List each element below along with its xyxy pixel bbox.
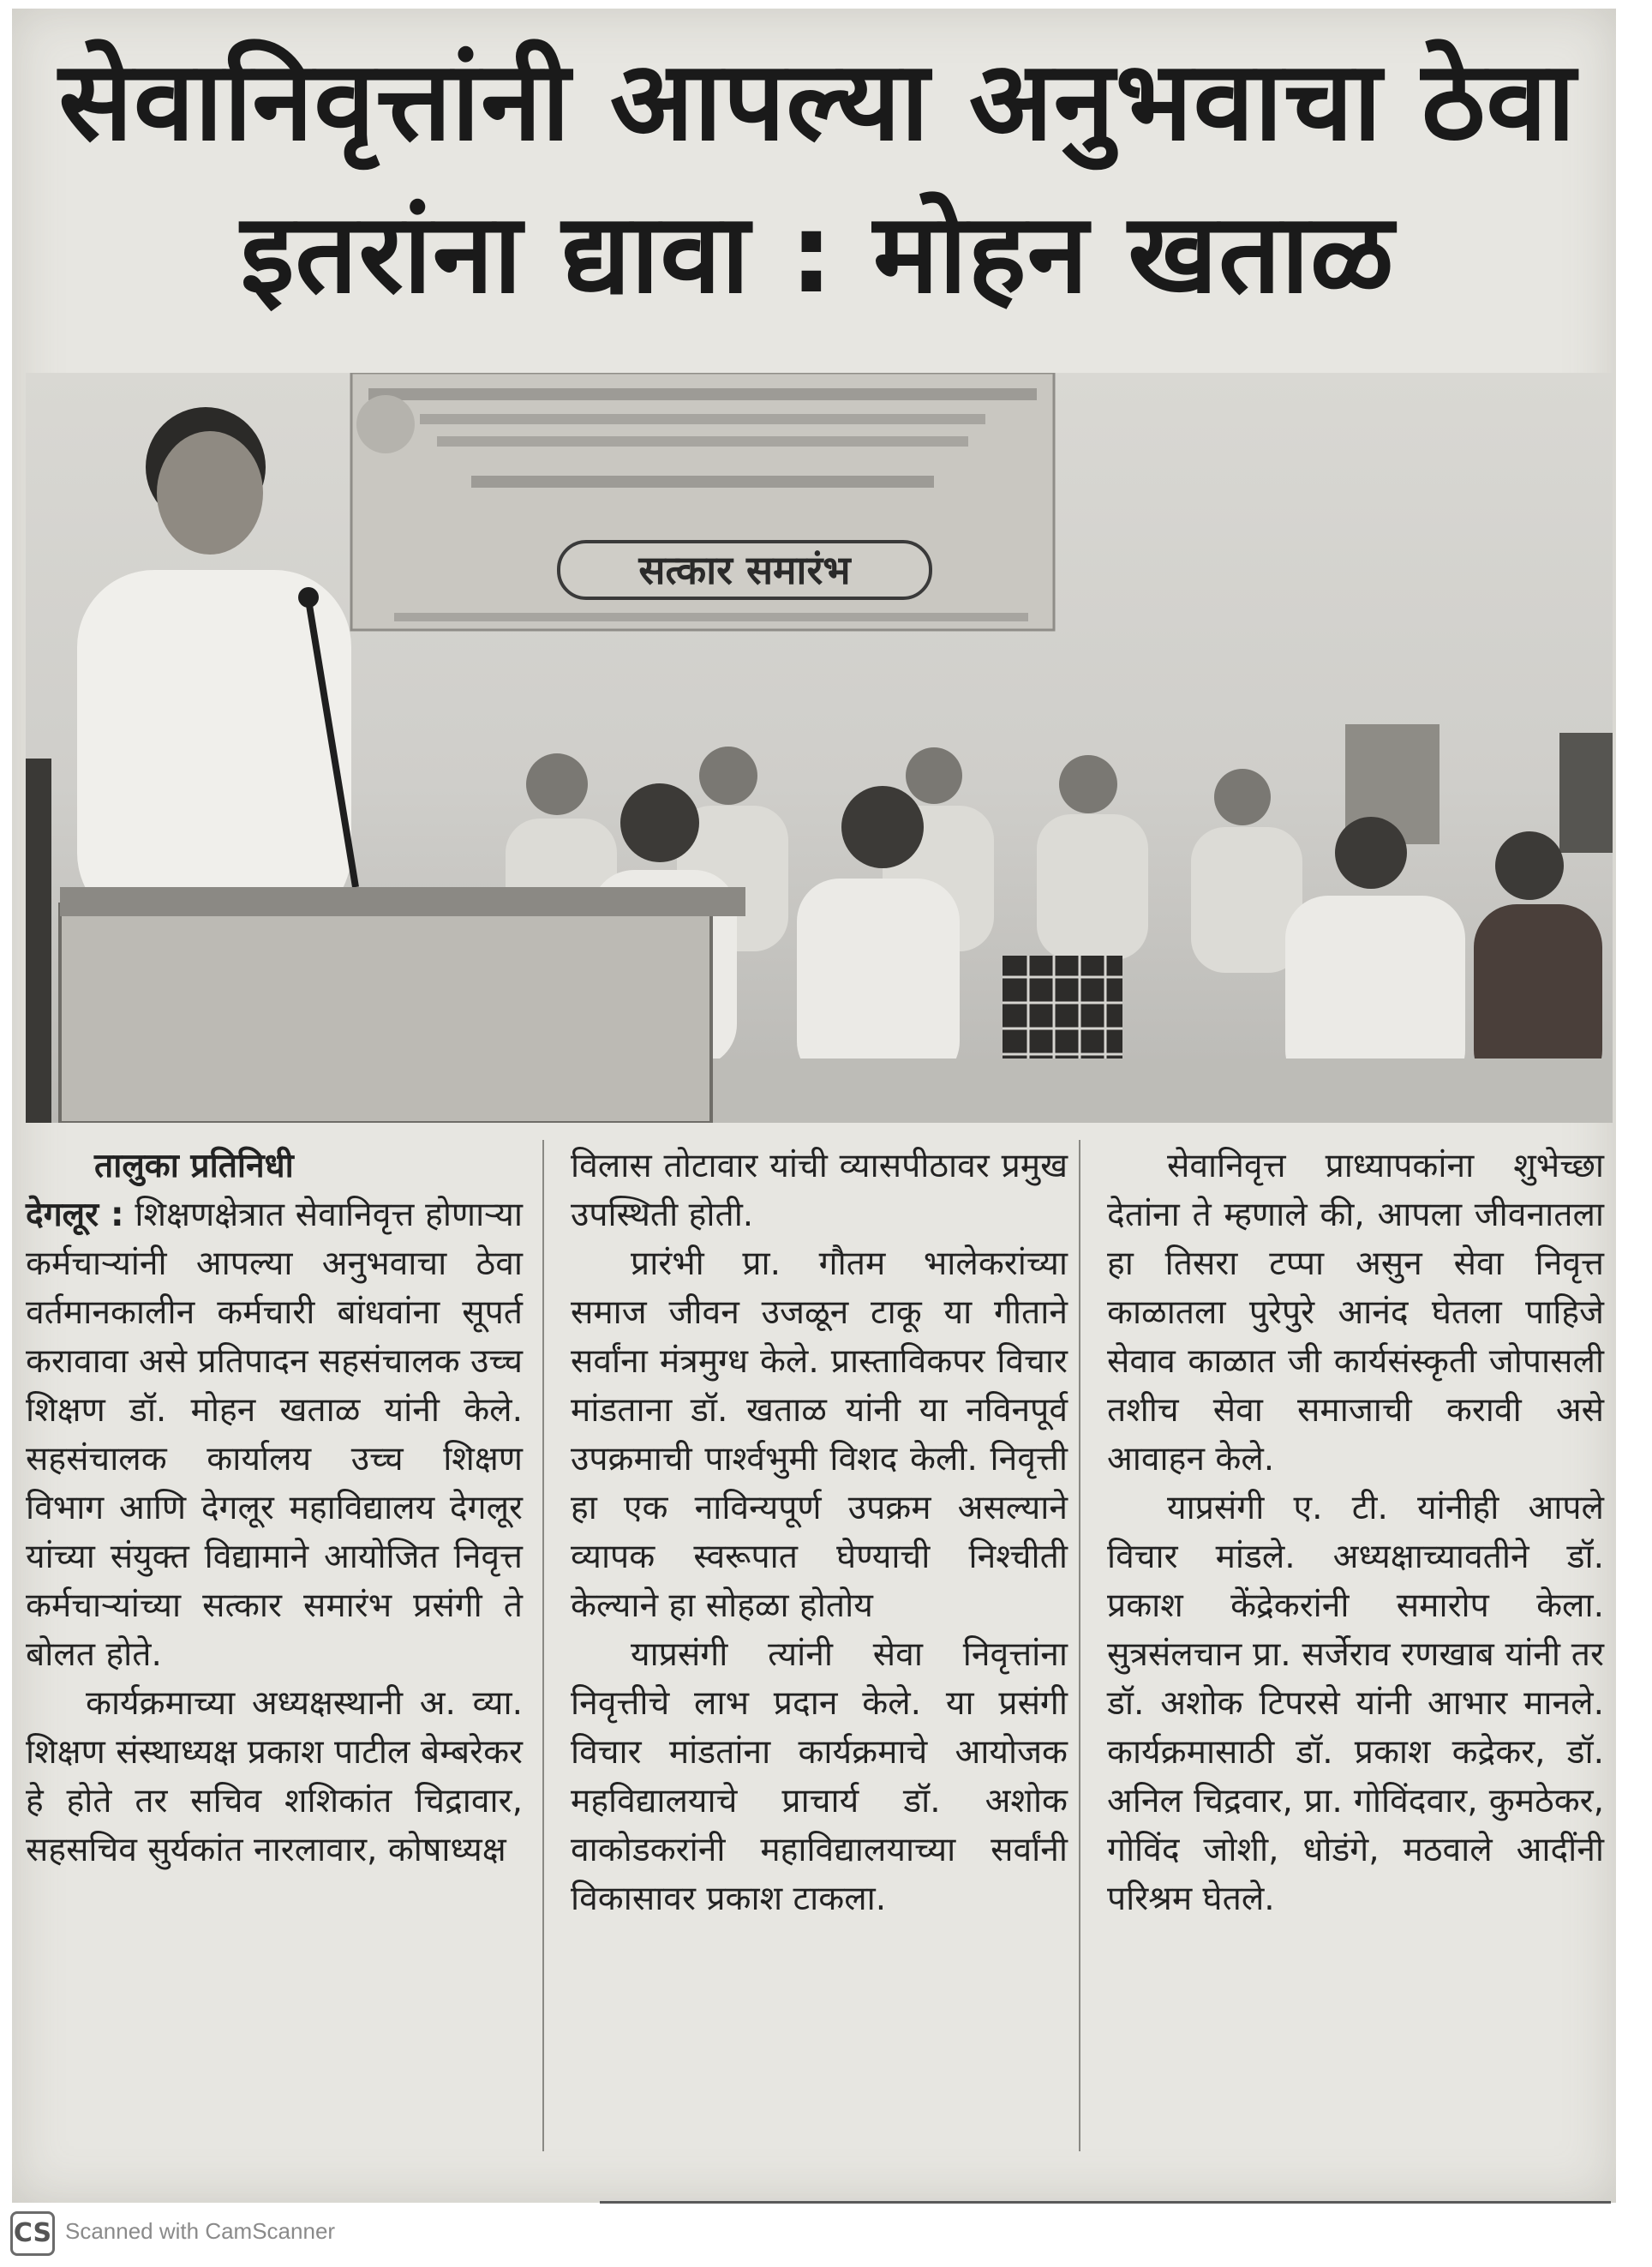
newspaper-clipping	[12, 9, 1616, 2203]
article-paragraph: कार्यक्रमाच्या अध्यक्षस्थानी अ. व्या. शिक्षण संस्थाध्यक्ष प्रकाश पाटील बेम्बरेकर हे होते तर सचिव शशिकांत चिद्रावार, सहसचिव सुर्यकांत नारलावार, कोषाध्यक्ष	[26, 1684, 523, 1869]
scanner-watermark-text: Scanned with CamScanner	[65, 2218, 336, 2244]
article-paragraph: याप्रसंगी ए. टी. यांनीही आपले विचार मांडले. अध्यक्षाच्यावतीने डॉ. प्रकाश केंद्रेकरांनी समारोप केला. सुत्रसंलचान प्रा. सर्जेराव रणखाब यांनी तर डॉ. अशोक टिपरसे यांनी आभार मानले. कार्यक्रमासाठी डॉ. प्रकाश कद्रेकर, डॉ. अनिल चिद्रवार, प्रा. गोविंदवार, कुमठेकर, गोविंद जोशी, धोडंगे, मठवाले आदींनी परिश्रम घेतले.	[1107, 1489, 1604, 1918]
camscanner-logo-icon: CS	[10, 2211, 55, 2256]
article-column-3	[1107, 1142, 1604, 1923]
paragraph-text: शिक्षणक्षेत्रात सेवानिवृत्त होणाऱ्या कर्मचाऱ्यांनी आपल्या अनुभवाचा ठेवा वर्तमानकालीन कर्मचारी बांधवांना सूपर्त करावावा असे प्रतिपादन सहसंचालक उच्च शिक्षण डॉ. मोहन खताळ यांनी केले. सहसंचालक कार्यालय उच्च शिक्षण विभाग आणि देगलूर महाविद्यालय देगलूर यांच्या संयुक्त विद्यामाने आयोजित निवृत्त कर्मचाऱ्यांच्या सत्कार समारंभ प्रसंगी ते बोलत होते.	[26, 1196, 524, 1674]
event-photo-illustration	[26, 373, 1613, 1123]
bottom-rule	[600, 2201, 1611, 2204]
column-divider	[542, 1140, 544, 2151]
byline: तालुका प्रतिनिधी	[94, 1147, 294, 1185]
article-paragraph: प्रारंभी प्रा. गौतम भालेकरांच्या समाज जीवन उजळून टाकू या गीताने सर्वांना मंत्रमुग्ध केले. प्रास्ताविकपर विचार मांडताना डॉ. खताळ यांनी या नविनपूर्व उपक्रमाची पार्श्वभुमी विशद केली. निवृत्ती हा एक नाविन्यपूर्ण उपक्रम असल्याने व्यापक स्वरूपात घेण्याची निश्चीती केल्याने हा सोहळा होतोय	[571, 1244, 1068, 1625]
article-column-2	[571, 1142, 1068, 1923]
article-paragraph: विलास तोटावार यांची व्यासपीठावर प्रमुख उपस्थिती होती.	[571, 1147, 1068, 1234]
article-paragraph: सेवानिवृत्त प्राध्यापकांना शुभेच्छा देतांना ते म्हणाले की, आपला जीवनातला हा तिसरा टप्पा असुन सेवा निवृत्त काळातला पुरेपुरे आनंद घेतला पाहिजे सेवाव काळात जी कार्यसंस्कृती जोपासली तशीच सेवा समाजाची करावी असे आवाहन केले.	[1107, 1147, 1604, 1478]
article-body	[26, 1142, 1613, 2170]
article-paragraph: याप्रसंगी त्यांनी सेवा निवृत्तांना निवृत्तीचे लाभ प्रदान केले. या प्रसंगी विचार मांडतांना कार्यक्रमाचे आयोजक महविद्यालयाचे प्राचार्य डॉ. अशोक वाकोडकरांनी महाविद्यालयाच्या सर्वांनी विकासावर प्रकाश टाकला.	[571, 1635, 1068, 1918]
article-paragraph	[26, 1190, 523, 1679]
banner-title: सत्कार समारंभ	[557, 540, 932, 600]
event-photo	[26, 373, 1613, 1123]
scanner-footer	[0, 2211, 1652, 2267]
column-divider	[1079, 1140, 1080, 2151]
article-column-1	[26, 1142, 523, 1874]
headline: सेवानिवृत्तांनी आपल्या अनुभवाचा ठेवा इतरांना द्यावा : मोहन खताळ	[58, 38, 1577, 318]
dateline: देगलूर :	[26, 1196, 124, 1234]
